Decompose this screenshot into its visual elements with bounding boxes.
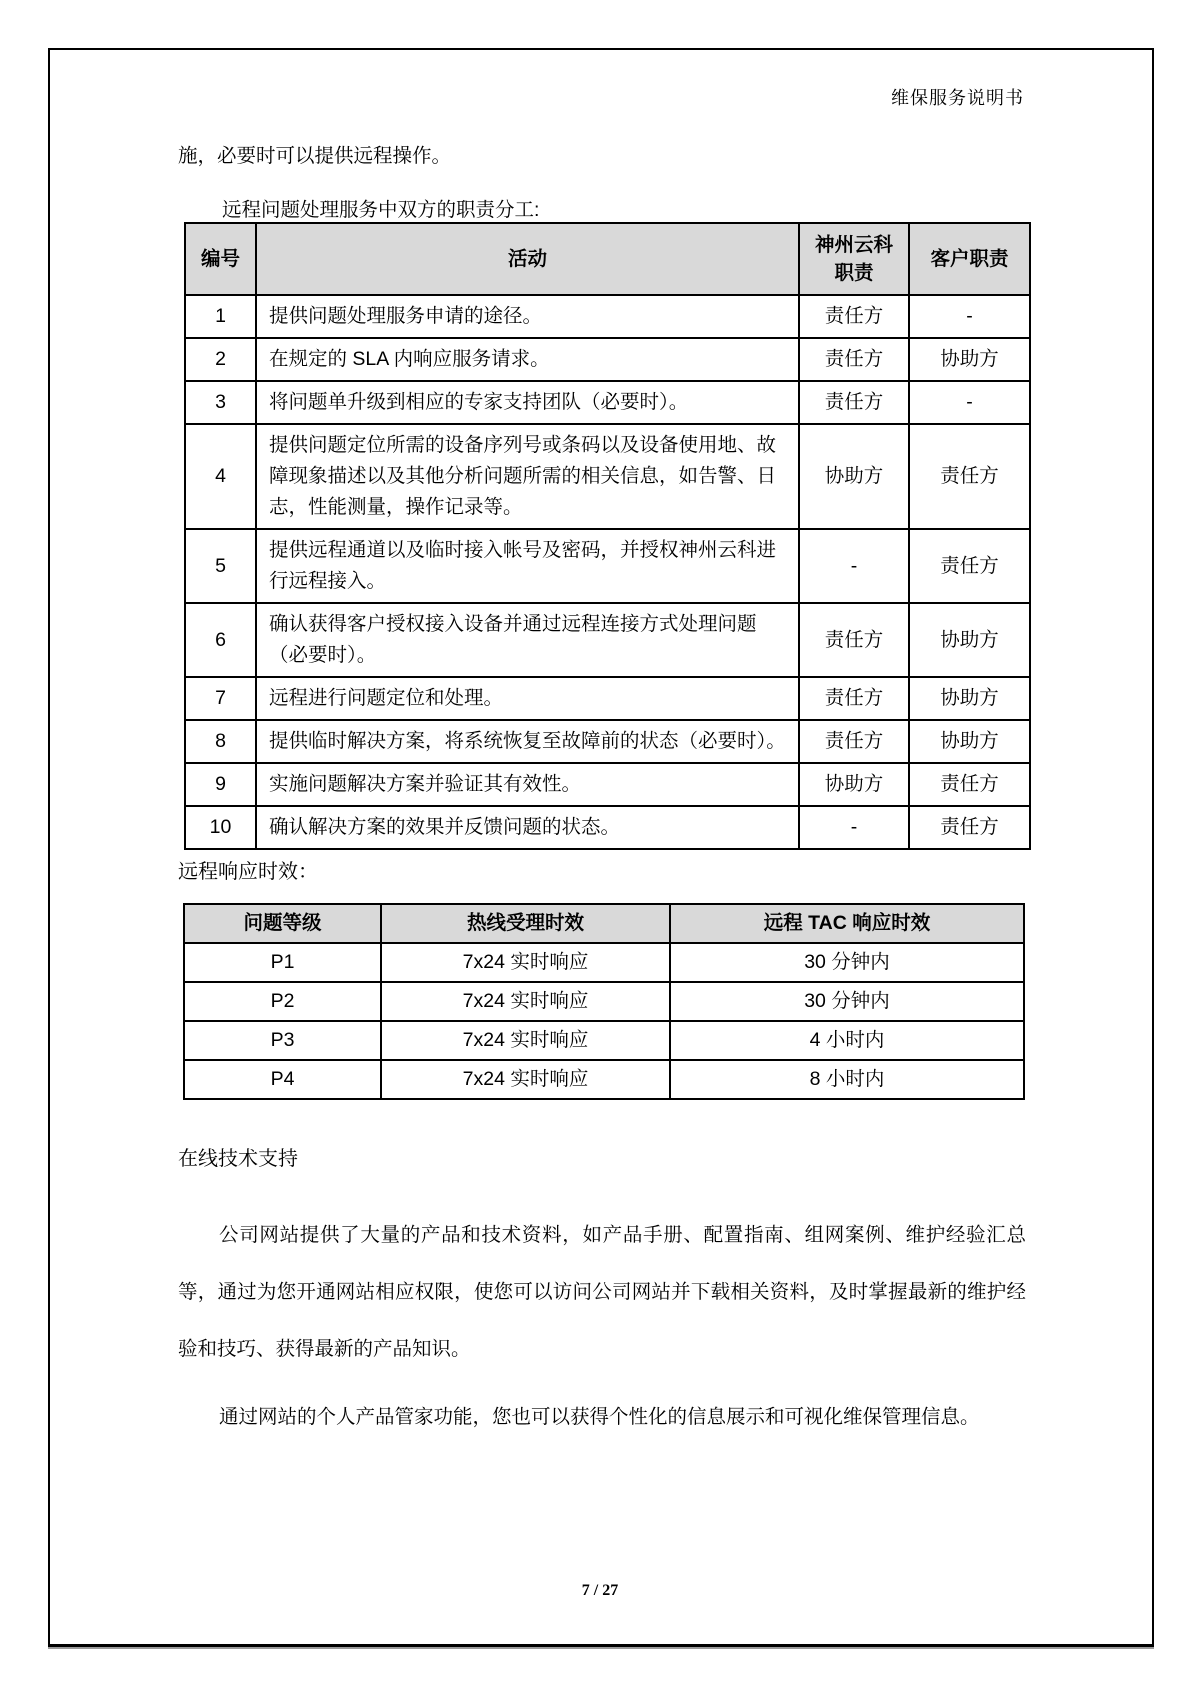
cell-customer-role: 协助方 [909,720,1030,763]
response-time-section-title: 远程响应时效： [178,861,318,883]
body-continuation-line: 施，必要时可以提供远程操作。 [178,145,452,167]
responsibility-table [184,222,1031,850]
cell-hotline-time: 7x24 实时响应 [381,982,670,1021]
table-caption: 远程问题处理服务中双方的职责分工: [222,199,540,221]
cell-row-number: 10 [185,806,256,849]
col-header-vendor-line1: 神州云科 [814,234,893,256]
cell-customer-role: - [909,295,1030,338]
cell-tac-time: 30 分钟内 [670,943,1024,982]
cell-vendor-role: 责任方 [799,295,909,338]
response-time-table [183,903,1025,1100]
cell-row-number: 6 [185,603,256,677]
table-row [185,677,1030,720]
cell-problem-level: P1 [184,943,381,982]
col-header-problem-level: 问题等级 [184,904,381,943]
col-header-tac: 远程 TAC 响应时效 [670,904,1024,943]
cell-vendor-role: 责任方 [799,338,909,381]
cell-customer-role: 责任方 [909,763,1030,806]
col-header-vendor [799,223,909,295]
cell-vendor-role: 责任方 [799,720,909,763]
cell-activity: 提供临时解决方案，将系统恢复至故障前的状态（必要时）。 [256,720,799,763]
cell-row-number: 3 [185,381,256,424]
cell-row-number: 4 [185,424,256,529]
table-row [184,1021,1024,1060]
table-header-row [184,904,1024,943]
table-row [185,295,1030,338]
cell-hotline-time: 7x24 实时响应 [381,943,670,982]
cell-activity: 提供问题处理服务申请的途径。 [256,295,799,338]
cell-vendor-role: 责任方 [799,603,909,677]
online-support-section-title: 在线技术支持 [178,1148,298,1170]
col-header-activity: 活动 [256,223,799,295]
cell-vendor-role: - [799,529,909,603]
col-header-vendor-line2: 职责 [834,262,874,284]
cell-row-number: 2 [185,338,256,381]
table-row [185,381,1030,424]
online-support-paragraph-1: 公司网站提供了大量的产品和技术资料，如产品手册、配置指南、组网案例、维护经验汇总等，通过为您开通网站相应权限，使您可以访问公司网站并下载相关资料，及时掌握最新的维护经验和技巧、获得最新的产品知识。 [178,1223,1026,1360]
cell-customer-role: 责任方 [909,424,1030,529]
table-row [185,529,1030,603]
cell-row-number: 7 [185,677,256,720]
cell-hotline-time: 7x24 实时响应 [381,1060,670,1099]
cell-customer-role: 协助方 [909,338,1030,381]
cell-activity: 将问题单升级到相应的专家支持团队（必要时）。 [256,381,799,424]
cell-tac-time: 8 小时内 [670,1060,1024,1099]
table-row [185,763,1030,806]
cell-row-number: 9 [185,763,256,806]
cell-problem-level: P2 [184,982,381,1021]
cell-problem-level: P3 [184,1021,381,1060]
cell-customer-role: - [909,381,1030,424]
cell-problem-level: P4 [184,1060,381,1099]
table-row [185,603,1030,677]
table-row [185,338,1030,381]
table-row [184,982,1024,1021]
cell-hotline-time: 7x24 实时响应 [381,1021,670,1060]
cell-activity: 提供问题定位所需的设备序列号或条码以及设备使用地、故障现象描述以及其他分析问题所需的相关信息，如告警、日志，性能测量，操作记录等。 [256,424,799,529]
col-header-number: 编号 [185,223,256,295]
cell-vendor-role: 协助方 [799,763,909,806]
cell-customer-role: 责任方 [909,529,1030,603]
cell-customer-role: 协助方 [909,677,1030,720]
cell-activity: 在规定的 SLA 内响应服务请求。 [256,338,799,381]
cell-tac-time: 30 分钟内 [670,982,1024,1021]
table-row [185,806,1030,849]
table-header-row [185,223,1030,295]
table-row [185,424,1030,529]
cell-row-number: 1 [185,295,256,338]
col-header-hotline: 热线受理时效 [381,904,670,943]
cell-activity: 远程进行问题定位和处理。 [256,677,799,720]
cell-activity: 确认解决方案的效果并反馈问题的状态。 [256,806,799,849]
page-number: 7 / 27 [581,1582,619,1599]
online-support-paragraph-2: 通过网站的个人产品管家功能，您也可以获得个性化的信息展示和可视化维保管理信息。 [219,1405,980,1428]
cell-customer-role: 责任方 [909,806,1030,849]
cell-activity: 提供远程通道以及临时接入帐号及密码，并授权神州云科进行远程接入。 [256,529,799,603]
cell-vendor-role: 协助方 [799,424,909,529]
col-header-customer: 客户职责 [909,223,1030,295]
cell-tac-time: 4 小时内 [670,1021,1024,1060]
cell-vendor-role: 责任方 [799,677,909,720]
cell-activity: 实施问题解决方案并验证其有效性。 [256,763,799,806]
table-row [185,720,1030,763]
cell-row-number: 8 [185,720,256,763]
cell-row-number: 5 [185,529,256,603]
cell-customer-role: 协助方 [909,603,1030,677]
cell-vendor-role: - [799,806,909,849]
table-row [184,943,1024,982]
cell-activity: 确认获得客户授权接入设备并通过远程连接方式处理问题（必要时）。 [256,603,799,677]
cell-vendor-role: 责任方 [799,381,909,424]
table-row [184,1060,1024,1099]
page-header-title: 维保服务说明书 [891,88,1024,108]
